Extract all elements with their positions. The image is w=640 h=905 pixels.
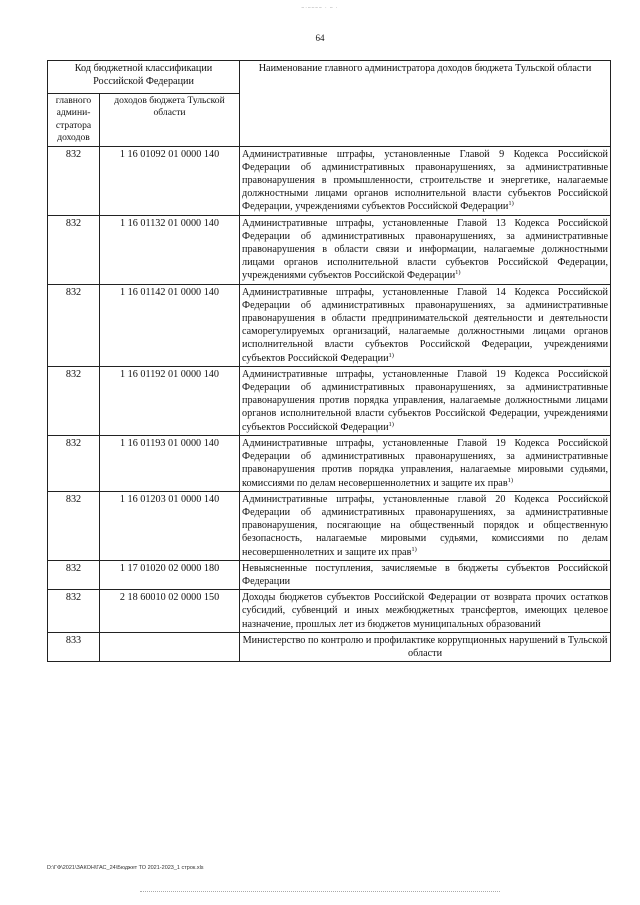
top-scan-mark: ~·~~~~ · ~ · [301, 6, 339, 11]
budget-classification-code-cell: 2 18 60010 02 0000 150 [100, 590, 240, 633]
column-header-regional-income: доходов бюджета Тульской области [100, 94, 240, 147]
budget-classification-code-cell [100, 632, 240, 661]
income-name-cell [240, 146, 611, 215]
administrator-code-cell: 832 [48, 491, 100, 560]
column-header-budget-code: Код бюджетной классификации Российской Федерации [48, 61, 240, 94]
income-name-text: Административные штрафы, установленные Главой 13 Кодекса Российской Федерации об административных правонарушениях, за административные правонарушения в области связи и информации, налагаемые должностными лицами органов исполнительной власти субъектов Российской Федерации, учреждениями субъектов Российской Федерации [242, 217, 609, 282]
administrator-code-cell: 832 [48, 284, 100, 366]
administrator-code-cell: 832 [48, 435, 100, 491]
footnote-marker: 1) [507, 476, 514, 484]
administrator-code-cell: 832 [48, 215, 100, 284]
column-header-administrator-name: Наименование главного администратора доходов бюджета Тульской области [240, 61, 611, 147]
footnote-marker: 1) [411, 545, 417, 553]
income-name-cell [240, 284, 611, 366]
table-row [48, 435, 611, 491]
income-name-cell [240, 491, 611, 560]
footnote-marker: 1) [388, 420, 394, 428]
income-name-cell [240, 366, 611, 435]
table-row [48, 215, 611, 284]
budget-income-table [47, 60, 611, 662]
administrator-code-cell: 832 [48, 590, 100, 633]
footnote-marker: 1) [455, 269, 461, 277]
table-row [48, 146, 611, 215]
table-row [48, 366, 611, 435]
table-row [48, 491, 611, 560]
budget-classification-code-cell: 1 16 01092 01 0000 140 [100, 146, 240, 215]
budget-classification-code-cell: 1 16 01132 01 0000 140 [100, 215, 240, 284]
income-name-text: Невыясненные поступления, зачисляемые в бюджеты субъектов Российской Федерации [242, 562, 609, 587]
administrator-code-cell: 832 [48, 560, 100, 589]
file-path-footer: D:\ГФ\2021\ЗАКОН\ГАС_24\Бюджет ТО 2021-2023_1 строк.xls [47, 865, 204, 871]
income-name-cell [240, 560, 611, 589]
income-name-text: Административные штрафы, установленные Главой 14 Кодекса Российской Федерации об административных правонарушениях, за административные правонарушения в области предпринимательской деятельности и деятельности саморегулируемых организаций, налагаемые должностными лицами органов исполнительной власти субъектов Российской Федерации, учреждениями субъектов Российской Федерации [242, 286, 609, 364]
administrator-code-cell: 833 [48, 632, 100, 661]
footnote-marker: 1) [508, 200, 514, 208]
budget-classification-code-cell: 1 17 01020 02 0000 180 [100, 560, 240, 589]
income-name-cell [240, 632, 611, 661]
income-name-cell [240, 590, 611, 633]
header-row [48, 61, 611, 94]
income-name-text: Административные штрафы, установленные Главой 9 Кодекса Российской Федерации об административных правонарушениях, за административные правонарушения в промышленности, строительстве и энергетике, налагаемые должностными лицами органов исполнительной власти субъектов Российской Федерации, учреждениями субъектов Российской Федерации [242, 148, 609, 213]
income-name-text: Административные штрафы, установленные Главой 19 Кодекса Российской Федерации об административных правонарушениях, за административные правонарушения против порядка управления, налагаемые мировыми судьями, комиссиями по делам несовершеннолетних и защите их прав [242, 437, 609, 489]
budget-classification-code-cell: 1 16 01192 01 0000 140 [100, 366, 240, 435]
income-name-text: Доходы бюджетов субъектов Российской Федерации от возврата прочих остатков субсидий, субвенций и иных межбюджетных трансфертов, имеющих целевое назначение, прошлых лет из бюджетов муниципальных образований [242, 592, 609, 630]
table-row [48, 560, 611, 589]
budget-classification-code-cell: 1 16 01142 01 0000 140 [100, 284, 240, 366]
budget-classification-code-cell: 1 16 01203 01 0000 140 [100, 491, 240, 560]
administrator-code-cell: 832 [48, 146, 100, 215]
budget-classification-code-cell: 1 16 01193 01 0000 140 [100, 435, 240, 491]
administrator-code-cell: 832 [48, 366, 100, 435]
income-name-cell [240, 435, 611, 491]
page-number: 64 [315, 33, 325, 43]
table-row [48, 590, 611, 633]
income-name-cell [240, 215, 611, 284]
table-row [48, 284, 611, 366]
income-name-text: Административные штрафы, установленные главой 20 Кодекса Российской Федерации об административных правонарушениях, за административные правонарушения, посягающие на общественный порядок и общественную безопасность, налагаемые мировыми судьями, комиссиями по делам несовершеннолетних и защите их прав [242, 493, 609, 558]
income-name-text: Министерство по контролю и профилактике коррупционных нарушений в Тульской области [242, 634, 608, 659]
bottom-scan-line [140, 891, 500, 892]
column-header-main-administrator: главного админи-стратора доходов [48, 94, 100, 147]
table-row [48, 632, 611, 661]
footnote-marker: 1) [388, 351, 394, 359]
income-name-text: Административные штрафы, установленные Главой 19 Кодекса Российской Федерации об административных правонарушениях, за административные правонарушения против порядка управления, налагаемые должностными лицами органов исполнительной власти субъектов Российской Федерации, учреждениями субъектов Российской Федерации [242, 368, 609, 433]
